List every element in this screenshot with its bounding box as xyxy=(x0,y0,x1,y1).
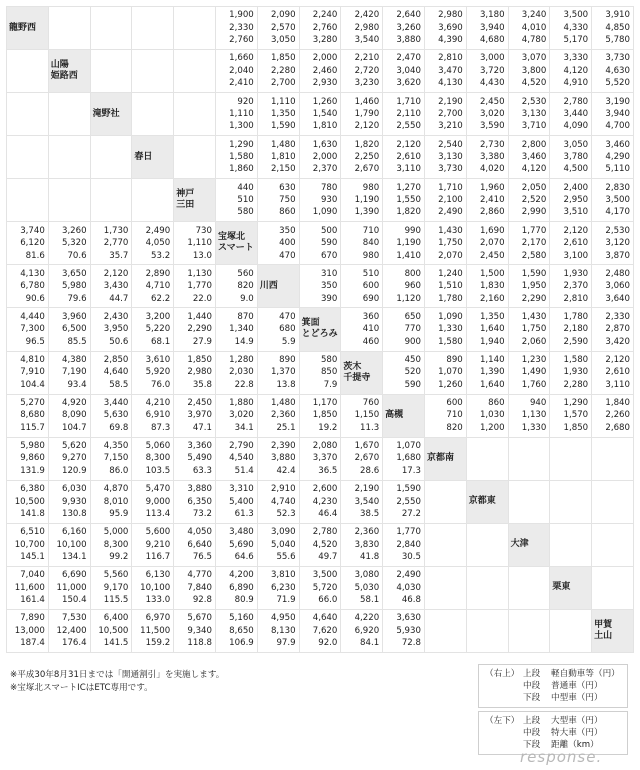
fare-cell-lower: 3,650 5,980 79.6 xyxy=(48,265,90,308)
fare-cell-upper: 510 600 690 xyxy=(341,265,383,308)
legend-label: 距離（km） xyxy=(551,740,599,750)
fare-cell-lower: 3,610 5,920 76.0 xyxy=(132,351,174,394)
empty-cell xyxy=(132,7,174,50)
note-discount: ※平成30年8月31日までは「開通割引」を実施します。 xyxy=(10,670,225,680)
empty-cell xyxy=(424,609,466,652)
fare-cell-lower: 1,770 2,840 30.5 xyxy=(383,523,425,566)
fare-cell-upper: 500 590 670 xyxy=(299,222,341,265)
legend-label: 中型車（円） xyxy=(551,693,603,703)
fare-cell-upper: 3,460 4,290 5,110 xyxy=(592,136,634,179)
fare-cell-upper: 920 1,110 1,300 xyxy=(215,93,257,136)
fare-cell-lower: 4,440 7,300 96.5 xyxy=(7,308,49,351)
table-row xyxy=(7,7,634,50)
fare-cell-lower: 4,870 8,010 95.9 xyxy=(90,480,132,523)
fare-cell-upper: 2,480 3,060 3,640 xyxy=(592,265,634,308)
fare-cell-upper: 2,330 2,870 3,420 xyxy=(592,308,634,351)
fare-cell-upper: 2,730 3,380 4,020 xyxy=(466,136,508,179)
fare-cell-upper: 440 510 580 xyxy=(215,179,257,222)
fare-cell-upper: 1,460 1,790 2,120 xyxy=(341,93,383,136)
fare-cell-lower: 3,810 6,230 71.9 xyxy=(257,566,299,609)
fare-cell-upper: 1,090 1,330 1,580 xyxy=(424,308,466,351)
legend-row xyxy=(485,715,621,727)
empty-cell xyxy=(90,7,132,50)
station-label: 京都南 xyxy=(424,437,466,480)
fare-cell-lower: 5,000 8,300 99.2 xyxy=(90,523,132,566)
fare-cell-upper: 1,430 1,750 2,070 xyxy=(424,222,466,265)
fare-cell-upper: 3,050 3,780 4,500 xyxy=(550,136,592,179)
fare-cell-lower: 4,220 6,920 84.1 xyxy=(341,609,383,652)
fare-cell-lower: 2,850 4,640 58.5 xyxy=(90,351,132,394)
fare-cell-lower: 3,880 6,350 73.2 xyxy=(174,480,216,523)
empty-cell xyxy=(90,179,132,222)
fare-cell-upper: 1,960 2,410 2,860 xyxy=(466,179,508,222)
empty-cell xyxy=(466,523,508,566)
fare-cell-lower: 2,890 4,710 62.2 xyxy=(132,265,174,308)
fare-cell-lower: 730 1,110 13.0 xyxy=(174,222,216,265)
table-row xyxy=(7,437,634,480)
empty-cell xyxy=(132,179,174,222)
empty-cell xyxy=(508,437,550,480)
fare-cell-lower: 580 850 7.9 xyxy=(299,351,341,394)
legend-row xyxy=(485,692,621,704)
fare-cell-lower: 3,360 5,490 63.3 xyxy=(174,437,216,480)
empty-cell xyxy=(90,136,132,179)
empty-cell xyxy=(90,50,132,93)
table-row xyxy=(7,222,634,265)
fare-cell-upper: 2,240 2,760 3,280 xyxy=(299,7,341,50)
empty-cell xyxy=(466,609,508,652)
fare-cell-lower: 7,890 13,000 187.4 xyxy=(7,609,49,652)
fare-cell-upper: 1,630 2,000 2,370 xyxy=(299,136,341,179)
fare-cell-upper: 600 710 820 xyxy=(424,394,466,437)
fare-cell-upper: 3,910 4,850 5,780 xyxy=(592,7,634,50)
legend-label: 軽自動車等（円） xyxy=(551,669,620,679)
empty-cell xyxy=(7,93,49,136)
fare-cell-lower: 3,480 5,690 64.6 xyxy=(215,523,257,566)
fare-cell-lower: 4,380 7,190 93.4 xyxy=(48,351,90,394)
empty-cell xyxy=(424,523,466,566)
fare-cell-upper: 2,050 2,520 2,990 xyxy=(508,179,550,222)
fare-cell-lower: 2,490 4,030 46.8 xyxy=(383,566,425,609)
fare-cell-upper: 3,330 4,120 4,910 xyxy=(550,50,592,93)
station-label: 茨木 千提寺 xyxy=(341,351,383,394)
fare-cell-lower: 1,590 2,550 27.2 xyxy=(383,480,425,523)
empty-cell xyxy=(508,566,550,609)
station-label: 京都東 xyxy=(466,480,508,523)
fare-cell-upper: 350 400 470 xyxy=(257,222,299,265)
fare-cell-lower: 3,200 5,220 68.1 xyxy=(132,308,174,351)
fare-cell-lower: 2,120 3,430 44.7 xyxy=(90,265,132,308)
fare-cell-lower: 2,910 4,740 52.3 xyxy=(257,480,299,523)
fare-cell-upper: 3,190 3,940 4,700 xyxy=(592,93,634,136)
fare-cell-upper: 630 750 860 xyxy=(257,179,299,222)
fare-cell-lower: 2,430 3,950 50.6 xyxy=(90,308,132,351)
watermark-logo: response. xyxy=(520,748,603,766)
fare-cell-upper: 1,770 2,170 2,580 xyxy=(508,222,550,265)
fare-cell-upper: 940 1,130 1,330 xyxy=(508,394,550,437)
empty-cell xyxy=(424,480,466,523)
fare-cell-lower: 5,600 9,210 116.7 xyxy=(132,523,174,566)
station-label: 甲賀 土山 xyxy=(592,609,634,652)
fare-cell-lower: 3,740 6,120 81.6 xyxy=(7,222,49,265)
fare-cell-upper: 2,120 2,610 3,110 xyxy=(592,351,634,394)
fare-cell-upper: 1,350 1,640 1,940 xyxy=(466,308,508,351)
empty-cell xyxy=(592,480,634,523)
legend-position: （右上） xyxy=(485,669,520,679)
fare-cell-upper: 2,210 2,720 3,230 xyxy=(341,50,383,93)
fare-cell-lower: 4,200 6,890 80.9 xyxy=(215,566,257,609)
toll-fare-table xyxy=(6,6,634,653)
fare-cell-upper: 1,840 2,260 2,680 xyxy=(592,394,634,437)
empty-cell xyxy=(48,93,90,136)
fare-cell-upper: 3,240 4,010 4,780 xyxy=(508,7,550,50)
fare-cell-lower: 3,080 5,030 58.1 xyxy=(341,566,383,609)
fare-cell-lower: 1,280 2,030 22.8 xyxy=(215,351,257,394)
fare-cell-upper: 1,780 2,180 2,590 xyxy=(550,308,592,351)
fare-cell-upper: 2,530 3,120 3,870 xyxy=(592,222,634,265)
fare-cell-upper: 710 840 980 xyxy=(341,222,383,265)
empty-cell xyxy=(550,609,592,652)
fare-cell-upper: 1,820 2,250 2,670 xyxy=(341,136,383,179)
fare-cell-lower: 1,670 2,670 28.6 xyxy=(341,437,383,480)
fare-cell-upper: 1,590 1,950 2,290 xyxy=(508,265,550,308)
station-label: 神戸 三田 xyxy=(174,179,216,222)
fare-cell-lower: 760 1,150 11.3 xyxy=(341,394,383,437)
fare-cell-lower: 3,500 5,720 66.0 xyxy=(299,566,341,609)
fare-cell-lower: 4,950 8,130 97.9 xyxy=(257,609,299,652)
station-label: 春日 xyxy=(132,136,174,179)
fare-cell-lower: 3,440 5,630 69.8 xyxy=(90,394,132,437)
empty-cell xyxy=(7,136,49,179)
fare-cell-lower: 5,060 8,300 103.5 xyxy=(132,437,174,480)
fare-cell-upper: 2,420 2,980 3,540 xyxy=(341,7,383,50)
fare-cell-lower: 4,770 7,840 92.8 xyxy=(174,566,216,609)
fare-cell-upper: 2,090 2,570 3,050 xyxy=(257,7,299,50)
fare-cell-lower: 5,620 9,270 120.9 xyxy=(48,437,90,480)
fare-cell-lower: 1,880 3,020 34.1 xyxy=(215,394,257,437)
fare-cell-upper: 1,290 1,570 1,850 xyxy=(550,394,592,437)
station-label: 山陽 姫路西 xyxy=(48,50,90,93)
fare-cell-lower: 1,170 1,850 19.2 xyxy=(299,394,341,437)
empty-cell xyxy=(508,480,550,523)
fare-cell-lower: 5,470 9,000 113.4 xyxy=(132,480,174,523)
fare-cell-lower: 560 820 9.0 xyxy=(215,265,257,308)
fare-cell-upper: 450 520 590 xyxy=(383,351,425,394)
fare-cell-lower: 5,980 9,860 131.9 xyxy=(7,437,49,480)
fare-cell-upper: 2,830 3,500 4,170 xyxy=(592,179,634,222)
fare-cell-lower: 6,690 11,000 150.4 xyxy=(48,566,90,609)
table-row xyxy=(7,351,634,394)
fare-cell-lower: 5,160 8,650 106.9 xyxy=(215,609,257,652)
empty-cell xyxy=(7,179,49,222)
fare-cell-upper: 2,530 3,130 3,710 xyxy=(508,93,550,136)
legend-tier: 下段 xyxy=(523,740,541,750)
fare-cell-lower: 6,380 10,500 141.8 xyxy=(7,480,49,523)
fare-cell-lower: 2,360 3,830 41.8 xyxy=(341,523,383,566)
fare-cell-upper: 3,180 3,940 4,680 xyxy=(466,7,508,50)
station-label: 大津 xyxy=(508,523,550,566)
empty-cell xyxy=(550,480,592,523)
fare-cell-upper: 2,540 3,130 3,730 xyxy=(424,136,466,179)
legend-position: （左下） xyxy=(485,716,520,726)
empty-cell xyxy=(592,523,634,566)
fare-cell-lower: 2,600 4,230 46.4 xyxy=(299,480,341,523)
station-label: 宝塚北 スマート xyxy=(215,222,257,265)
fare-cell-lower: 1,130 1,770 22.0 xyxy=(174,265,216,308)
fare-cell-upper: 3,070 3,800 4,520 xyxy=(508,50,550,93)
station-label: 滝野社 xyxy=(90,93,132,136)
station-label: 川西 xyxy=(257,265,299,308)
empty-cell xyxy=(7,50,49,93)
fare-cell-upper: 1,270 1,550 1,820 xyxy=(383,179,425,222)
fare-cell-lower: 2,390 3,880 42.4 xyxy=(257,437,299,480)
fare-cell-upper: 310 350 390 xyxy=(299,265,341,308)
fare-cell-lower: 4,810 7,910 104.4 xyxy=(7,351,49,394)
fare-cell-upper: 2,470 3,040 3,620 xyxy=(383,50,425,93)
station-label: 高槻 xyxy=(383,394,425,437)
legend-tier: 中段 xyxy=(523,681,541,691)
table-row xyxy=(7,566,634,609)
fare-cell-upper: 1,850 2,280 2,700 xyxy=(257,50,299,93)
fare-cell-upper: 2,800 3,460 4,120 xyxy=(508,136,550,179)
fare-cell-upper: 1,430 1,750 2,060 xyxy=(508,308,550,351)
empty-cell xyxy=(174,50,216,93)
table-row xyxy=(7,480,634,523)
fare-cell-lower: 4,210 6,910 87.3 xyxy=(132,394,174,437)
table-row xyxy=(7,136,634,179)
fare-cell-upper: 2,810 3,470 4,130 xyxy=(424,50,466,93)
empty-cell xyxy=(550,437,592,480)
fare-cell-upper: 2,400 2,950 3,510 xyxy=(550,179,592,222)
empty-cell xyxy=(132,93,174,136)
legend-tier: 上段 xyxy=(523,716,541,726)
legend-label: 普通車（円） xyxy=(551,681,603,691)
fare-cell-lower: 1,730 2,770 35.7 xyxy=(90,222,132,265)
fare-cell-lower: 2,490 4,050 53.2 xyxy=(132,222,174,265)
fare-cell-upper: 1,710 2,110 2,550 xyxy=(383,93,425,136)
legend-label: 特大車（円） xyxy=(551,728,603,738)
fare-cell-lower: 1,440 2,290 27.9 xyxy=(174,308,216,351)
fare-cell-upper: 3,000 3,720 4,430 xyxy=(466,50,508,93)
fare-cell-upper: 1,660 2,040 2,410 xyxy=(215,50,257,93)
station-label: 栗東 xyxy=(550,566,592,609)
empty-cell xyxy=(592,566,634,609)
fare-cell-upper: 800 960 1,120 xyxy=(383,265,425,308)
fare-cell-lower: 7,530 12,400 176.4 xyxy=(48,609,90,652)
fare-cell-upper: 650 770 900 xyxy=(383,308,425,351)
fare-cell-lower: 3,310 5,400 61.3 xyxy=(215,480,257,523)
fare-cell-upper: 2,980 3,690 4,390 xyxy=(424,7,466,50)
fare-cell-lower: 6,510 10,700 145.1 xyxy=(7,523,49,566)
table-row xyxy=(7,523,634,566)
fare-cell-upper: 360 410 460 xyxy=(341,308,383,351)
notes xyxy=(10,669,224,695)
fare-cell-upper: 1,140 1,390 1,640 xyxy=(466,351,508,394)
fare-cell-upper: 1,230 1,490 1,760 xyxy=(508,351,550,394)
empty-cell xyxy=(550,523,592,566)
fare-cell-lower: 6,030 9,930 130.8 xyxy=(48,480,90,523)
fare-cell-lower: 1,480 2,360 25.1 xyxy=(257,394,299,437)
empty-cell xyxy=(424,566,466,609)
fare-cell-upper: 890 1,070 1,260 xyxy=(424,351,466,394)
legend-row xyxy=(485,680,621,692)
empty-cell xyxy=(508,609,550,652)
fare-cell-upper: 860 1,030 1,200 xyxy=(466,394,508,437)
empty-cell xyxy=(132,50,174,93)
fare-cell-upper: 780 930 1,090 xyxy=(299,179,341,222)
table-row xyxy=(7,179,634,222)
fare-cell-lower: 1,070 1,680 17.3 xyxy=(383,437,425,480)
fare-cell-lower: 870 1,340 14.9 xyxy=(215,308,257,351)
legend-tier: 下段 xyxy=(523,693,541,703)
fare-cell-lower: 3,260 5,320 70.6 xyxy=(48,222,90,265)
fare-cell-upper: 1,580 1,930 2,280 xyxy=(550,351,592,394)
fare-cell-upper: 1,500 1,830 2,160 xyxy=(466,265,508,308)
fare-cell-upper: 980 1,190 1,390 xyxy=(341,179,383,222)
fare-cell-upper: 1,930 2,370 2,810 xyxy=(550,265,592,308)
empty-cell xyxy=(174,7,216,50)
fare-cell-lower: 6,130 10,100 133.0 xyxy=(132,566,174,609)
fare-cell-lower: 4,350 7,150 86.0 xyxy=(90,437,132,480)
fare-cell-lower: 4,050 6,640 76.5 xyxy=(174,523,216,566)
fare-cell-upper: 1,690 2,070 2,450 xyxy=(466,222,508,265)
fare-cell-lower: 890 1,370 13.8 xyxy=(257,351,299,394)
empty-cell xyxy=(48,7,90,50)
empty-cell xyxy=(174,93,216,136)
legend-tier: 上段 xyxy=(523,669,541,679)
fare-cell-lower: 6,970 11,500 159.2 xyxy=(132,609,174,652)
legend xyxy=(478,664,628,758)
fare-cell-lower: 6,400 10,500 141.5 xyxy=(90,609,132,652)
fare-cell-upper: 2,640 3,260 3,880 xyxy=(383,7,425,50)
table-row xyxy=(7,394,634,437)
station-label: 龍野西 xyxy=(7,7,49,50)
fare-cell-lower: 2,450 3,970 47.1 xyxy=(174,394,216,437)
table-row xyxy=(7,265,634,308)
fare-cell-upper: 1,710 2,100 2,490 xyxy=(424,179,466,222)
empty-cell xyxy=(48,179,90,222)
note-etc-only: ※宝塚北スマートICはETC専用です。 xyxy=(10,683,153,693)
fare-cell-lower: 1,850 2,980 35.8 xyxy=(174,351,216,394)
empty-cell xyxy=(466,437,508,480)
fare-cell-upper: 1,240 1,510 1,780 xyxy=(424,265,466,308)
fare-cell-upper: 2,120 2,610 3,100 xyxy=(550,222,592,265)
fare-cell-lower: 4,920 8,090 104.7 xyxy=(48,394,90,437)
table-row xyxy=(7,93,634,136)
fare-cell-lower: 3,960 6,500 85.5 xyxy=(48,308,90,351)
fare-cell-lower: 2,780 4,520 49.7 xyxy=(299,523,341,566)
fare-cell-upper: 1,110 1,350 1,590 xyxy=(257,93,299,136)
fare-cell-lower: 3,630 5,930 72.8 xyxy=(383,609,425,652)
fare-cell-upper: 3,730 4,630 5,520 xyxy=(592,50,634,93)
fare-cell-lower: 2,190 3,540 38.5 xyxy=(341,480,383,523)
fare-cell-upper: 2,780 3,440 4,090 xyxy=(550,93,592,136)
fare-cell-upper: 2,450 3,020 3,590 xyxy=(466,93,508,136)
fare-cell-upper: 1,290 1,580 1,860 xyxy=(215,136,257,179)
legend-label: 大型車（円） xyxy=(551,716,603,726)
table-row xyxy=(7,308,634,351)
fare-cell-lower: 6,160 10,100 134.1 xyxy=(48,523,90,566)
legend-tier: 中段 xyxy=(523,728,541,738)
fare-cell-lower: 7,040 11,600 161.4 xyxy=(7,566,49,609)
legend-row xyxy=(485,727,621,739)
fare-cell-lower: 5,270 8,680 115.7 xyxy=(7,394,49,437)
fare-cell-upper: 990 1,190 1,410 xyxy=(383,222,425,265)
fare-cell-lower: 3,090 5,040 55.6 xyxy=(257,523,299,566)
fare-cell-lower: 2,080 3,370 36.5 xyxy=(299,437,341,480)
empty-cell xyxy=(592,437,634,480)
table-row xyxy=(7,50,634,93)
legend-upper-right xyxy=(478,664,628,708)
fare-cell-lower: 470 680 5.9 xyxy=(257,308,299,351)
empty-cell xyxy=(48,136,90,179)
empty-cell xyxy=(466,566,508,609)
fare-cell-lower: 2,790 4,540 51.4 xyxy=(215,437,257,480)
fare-cell-lower: 4,130 6,780 90.6 xyxy=(7,265,49,308)
table-row xyxy=(7,609,634,652)
fare-cell-upper: 1,260 1,540 1,810 xyxy=(299,93,341,136)
fare-cell-lower: 5,670 9,340 118.8 xyxy=(174,609,216,652)
fare-cell-upper: 2,000 2,460 2,930 xyxy=(299,50,341,93)
fare-cell-upper: 3,500 4,330 5,170 xyxy=(550,7,592,50)
empty-cell xyxy=(174,136,216,179)
fare-cell-lower: 5,560 9,170 115.5 xyxy=(90,566,132,609)
fare-cell-upper: 2,120 2,610 3,110 xyxy=(383,136,425,179)
fare-cell-upper: 1,900 2,330 2,760 xyxy=(215,7,257,50)
station-label: 箕面 とどろみ xyxy=(299,308,341,351)
fare-cell-upper: 2,190 2,700 3,210 xyxy=(424,93,466,136)
fare-cell-lower: 4,640 7,620 92.0 xyxy=(299,609,341,652)
fare-cell-upper: 1,480 1,810 2,150 xyxy=(257,136,299,179)
legend-row xyxy=(485,668,621,680)
